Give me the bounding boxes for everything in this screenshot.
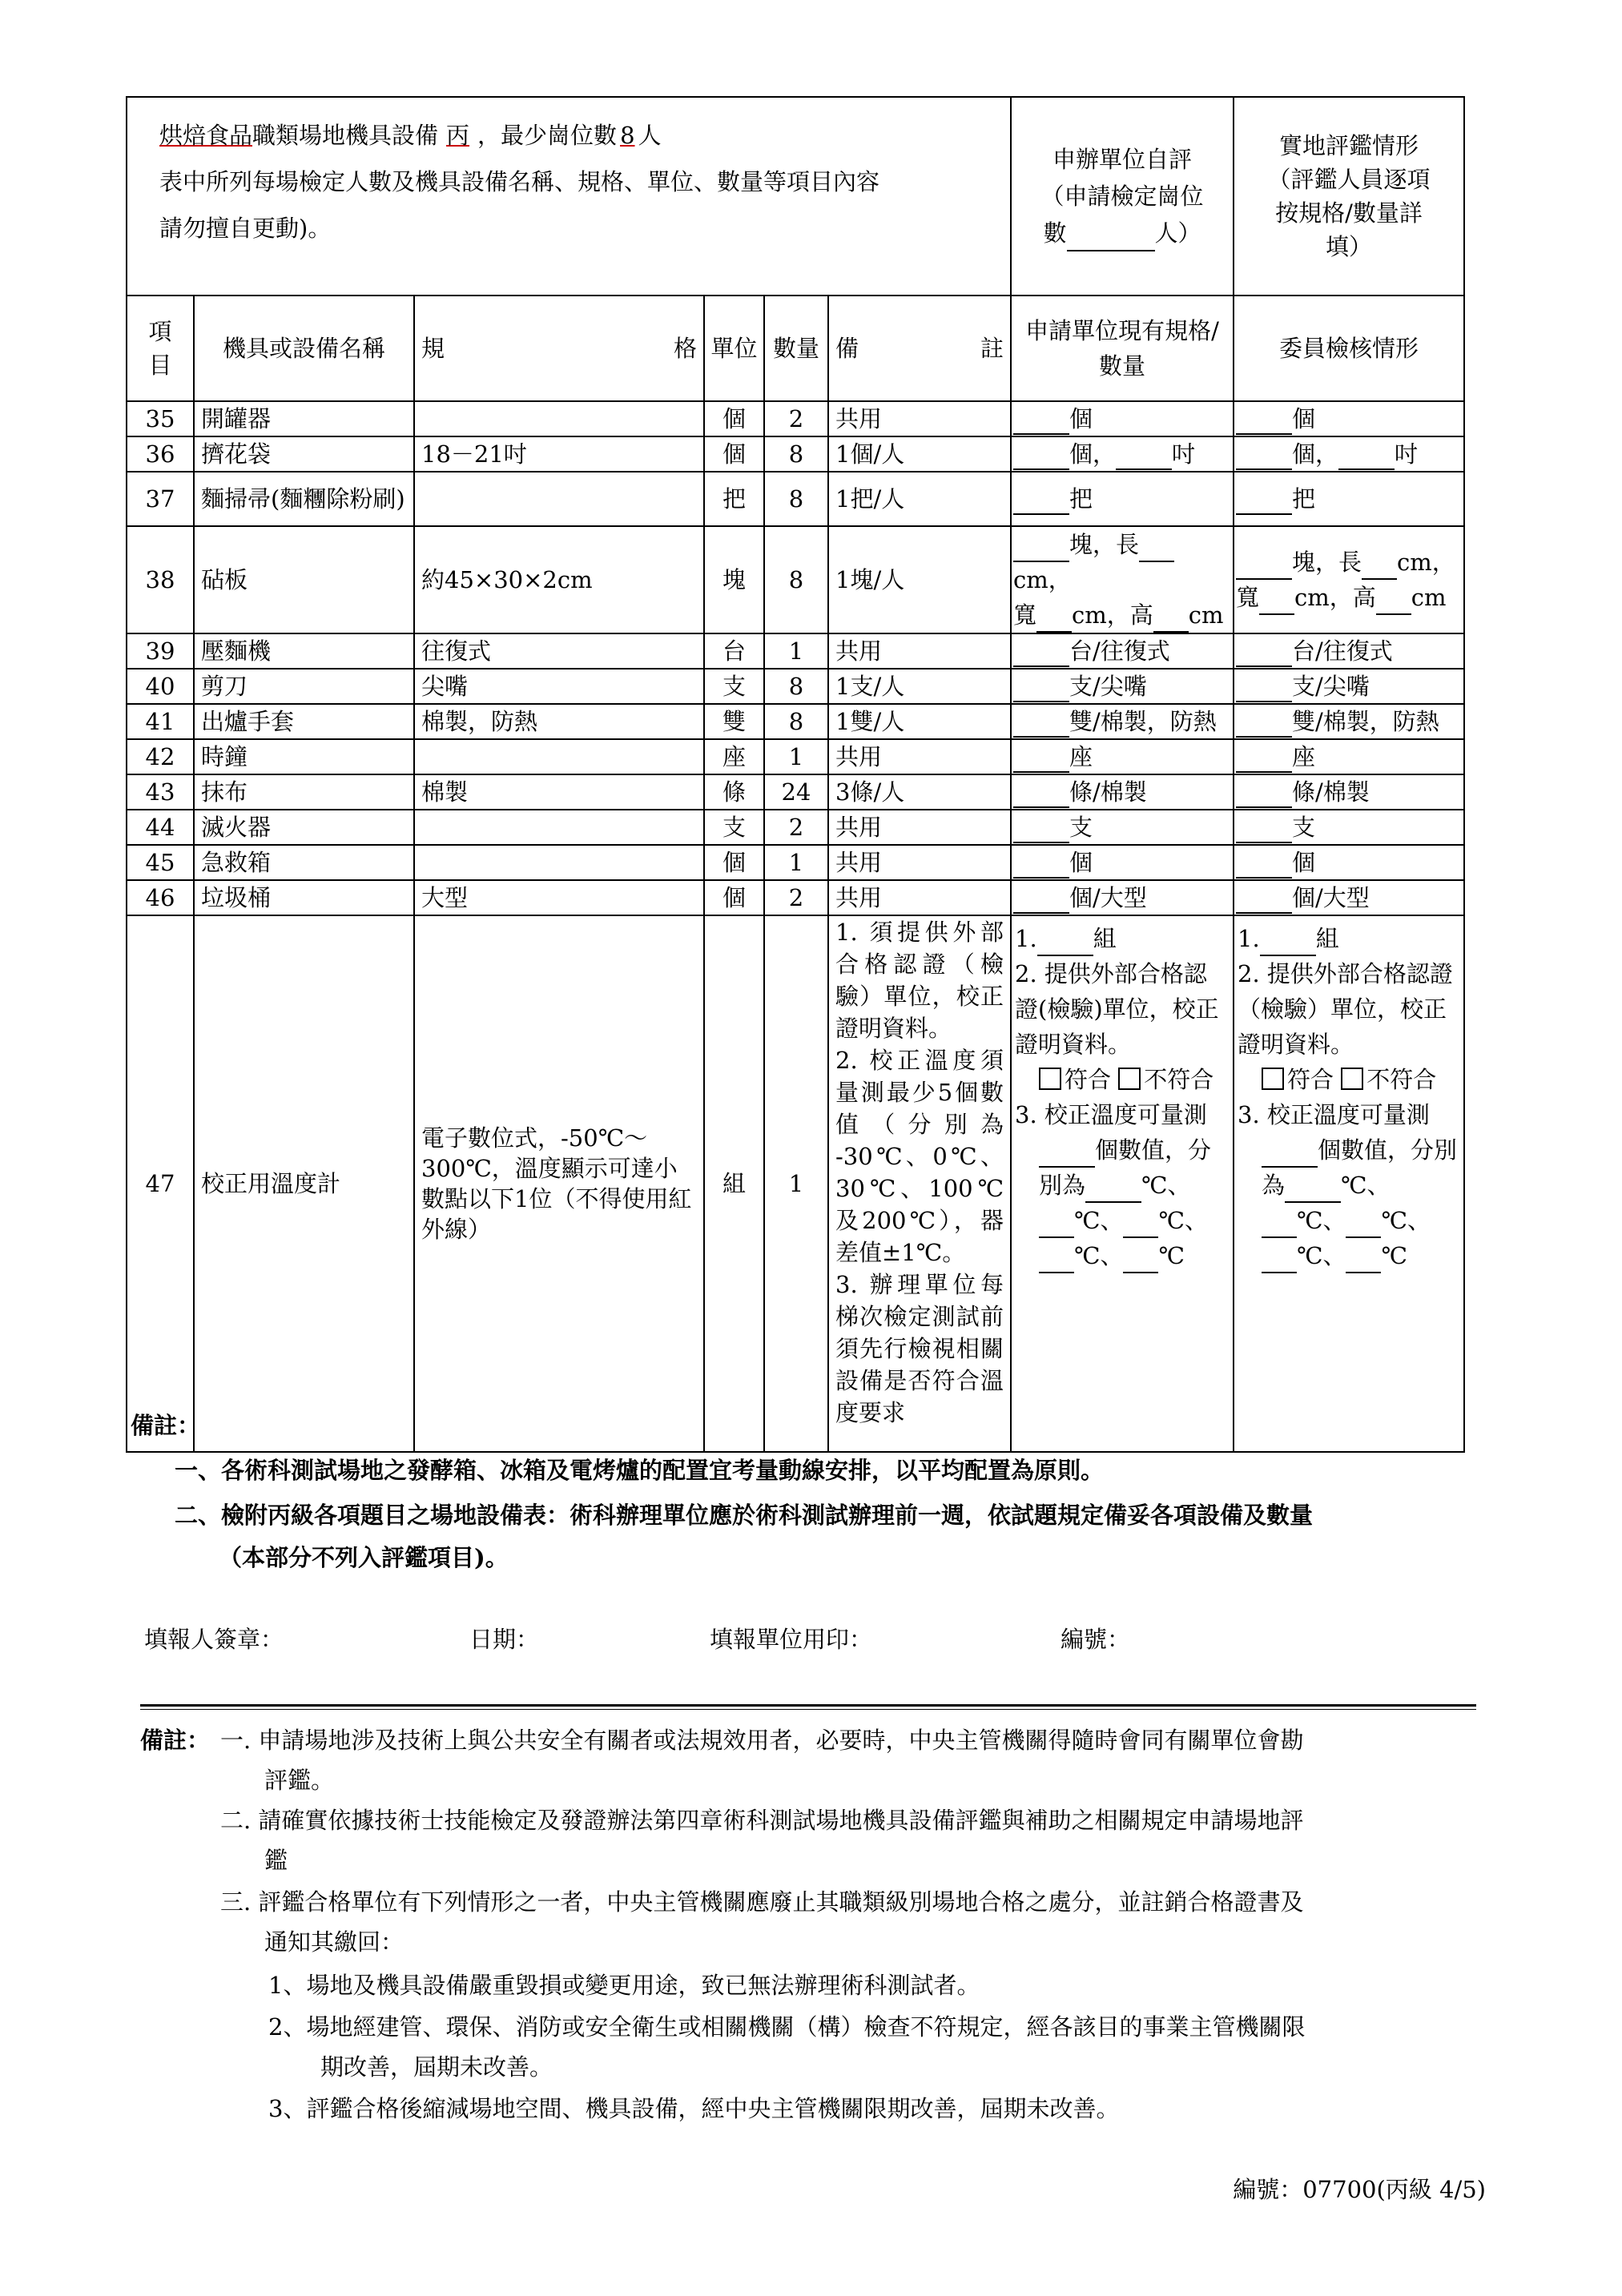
row-eval-field: 把 [1234,472,1464,526]
row-unit: 個 [704,845,764,880]
intro-line-2: 表中所列每場檢定人數及機具設備名稱、規格、單位、數量等項目內容 [159,168,880,195]
row-unit: 個 [704,880,764,915]
row-no: 42 [127,739,194,774]
row-note: 共用 [828,810,1011,845]
row-spec: 棉製，防熱 [414,704,704,739]
row-note: 共用 [828,880,1011,915]
row-qty: 2 [764,810,828,845]
sign-number-label: 編號： [1061,1626,1131,1653]
row-name: 抹布 [194,774,414,810]
col-note: 備 註 [828,296,1011,401]
station-count-field[interactable] [1067,226,1155,251]
row-unit: 支 [704,669,764,704]
table-row [127,810,1464,845]
table-header-top [127,97,1464,296]
row-note: 1支/人 [828,669,1011,704]
row-eval-field: 座 [1234,739,1464,774]
row-name: 垃圾桶 [194,880,414,915]
note-3-sub-2: 2、場地經建管、環保、消防或安全衛生或相關機關（構）檢查不符規定，經各該目的事業主管機關限 [268,2013,1306,2041]
col-no: 項目 [127,296,194,401]
self-eval-header: 申辦單位自評 （申請檢定崗位 數 人） [1011,97,1234,296]
row-eval-field: 支 [1234,810,1464,845]
row-eval-field: 個 [1234,845,1464,880]
table-row [127,774,1464,810]
divider-line [140,1704,1476,1707]
eval-check-yes[interactable] [1262,1068,1284,1090]
table-row [127,472,1464,526]
col-name: 機具或設備名稱 [194,296,414,401]
table-row [127,845,1464,880]
row-name: 剪刀 [194,669,414,704]
note-1b: 評鑑。 [264,1767,335,1794]
row-self-field: 個 [1011,401,1234,436]
row-spec: 約45×30×2cm [414,526,704,633]
row-name: 滅火器 [194,810,414,845]
remarks-label: 備註： [131,1412,201,1439]
row-eval-field: 個 [1234,401,1464,436]
row-spec [414,810,704,845]
row-note: 共用 [828,845,1011,880]
row-self-field: 台/往復式 [1011,633,1234,669]
intro-cell [127,97,1011,296]
row-qty: 8 [764,526,828,633]
row-spec: 棉製 [414,774,704,810]
row-note: 共用 [828,633,1011,669]
row-no: 44 [127,810,194,845]
row47-self: 1. 組 2. 提供外部合格認證(檢驗)單位，校正證明資料。 符合 不符合 3. 校正溫度可量測 個數值，分別為 ℃、 ℃、 ℃、 ℃、 ℃ [1011,915,1234,1452]
row-self-field: 條/棉製 [1011,774,1234,810]
row47-note: 1. 須提供外部合格認證（檢驗）單位，校正證明資料。 2. 校正溫度須量測最少5個數值（分別為 -30℃、0℃、30℃、100℃及200℃），器差值±1℃。 3. 辦理單位每梯次檢定測試前須先行檢視相關設備是否符合溫度要求 [828,915,1011,1452]
row-qty: 2 [764,880,828,915]
eval-check-no[interactable] [1341,1068,1363,1090]
column-header-row [127,296,1464,401]
row-no: 37 [127,472,194,526]
site-eval-header: 實地評鑑情形 （評鑑人員逐項 按規格/數量詳 填） [1234,97,1464,296]
table-row [127,669,1464,704]
table-row [127,526,1464,633]
row-spec [414,845,704,880]
row-self-field: 支/尖嘴 [1011,669,1234,704]
row-name: 砧板 [194,526,414,633]
row-no: 45 [127,845,194,880]
row-self-field: 雙/棉製，防熱 [1011,704,1234,739]
col-unit: 單位 [704,296,764,401]
row-unit: 台 [704,633,764,669]
intro-line-3: 請勿擅自更動)。 [159,215,332,242]
footer-page-number: 編號：07700(丙級 4/5) [1233,2176,1486,2203]
table-row [127,436,1464,472]
row-note: 1把/人 [828,472,1011,526]
row-qty: 8 [764,669,828,704]
row-qty: 8 [764,436,828,472]
row-name: 出爐手套 [194,704,414,739]
row-spec: 18－21吋 [414,436,704,472]
table-row [127,704,1464,739]
row-spec [414,472,704,526]
row47-eval: 1. 組 2. 提供外部合格認證（檢驗）單位，校正證明資料。 符合 不符合 3. 校正溫度可量測 個數值，分別為 ℃、 ℃、 ℃、 ℃、 ℃ [1234,915,1464,1452]
row-name: 時鐘 [194,739,414,774]
row-eval-field: 塊，長 cm， 寬 cm，高 cm [1234,526,1464,633]
intro-line-1: 烘焙食品職類場地機具設備 丙 ，最少崗位數 8 人 [159,122,662,149]
table-row [127,739,1464,774]
note-3-sub-3: 3、評鑑合格後縮減場地空間、機具設備，經中央主管機關限期改善，屆期未改善。 [268,2095,1120,2122]
row-qty: 8 [764,704,828,739]
row-qty: 1 [764,845,828,880]
table-row [127,880,1464,915]
note-3b: 通知其繳回： [264,1928,404,1956]
equipment-table [126,96,1465,1453]
note-1: 一. 申請場地涉及技術上與公共安全有關者或法規效用者，必要時，中央主管機關得隨時會同有關單位會勘 [220,1727,1304,1754]
row-qty: 8 [764,472,828,526]
note-3: 三. 評鑑合格單位有下列情形之一者，中央主管機關應廢止其職類級別場地合格之處分，並註銷合格證書及 [220,1888,1304,1916]
row-unit: 塊 [704,526,764,633]
row-qty: 2 [764,401,828,436]
note-2: 二. 請確實依據技術士技能檢定及發證辦法第四章術科測試場地機具設備評鑑與補助之相關規定申請場地評 [220,1807,1304,1834]
row-name: 麵掃帚(麵糰除粉刷) [194,472,414,526]
row-self-field: 座 [1011,739,1234,774]
row-unit: 個 [704,436,764,472]
note-3-sub-1: 1、場地及機具設備嚴重毀損或變更用途，致已無法辦理術科測試者。 [268,1972,980,1999]
row-eval-field: 個/大型 [1234,880,1464,915]
grade-value: 丙 [446,122,470,149]
col-committee: 委員檢核情形 [1234,296,1464,401]
sign-seal-label: 填報單位用印： [710,1626,873,1653]
row-qty: 24 [764,774,828,810]
remarks-item-2b: （本部分不列入評鑑項目)。 [219,1544,509,1571]
row-unit: 雙 [704,704,764,739]
col-qty: 數量 [764,296,828,401]
row-unit: 支 [704,810,764,845]
row-no: 35 [127,401,194,436]
row-name: 壓麵機 [194,633,414,669]
sign-date-label: 日期： [469,1626,540,1653]
row-note: 1塊/人 [828,526,1011,633]
notes-label: 備註： [140,1727,211,1754]
table-row [127,633,1464,669]
row-unit: 座 [704,739,764,774]
row-unit: 把 [704,472,764,526]
row-eval-field: 條/棉製 [1234,774,1464,810]
note-3-sub-2b: 期改善，屆期未改善。 [320,2053,553,2081]
self-check-no[interactable] [1118,1068,1141,1090]
row-no: 36 [127,436,194,472]
row-self-field: 個 [1011,845,1234,880]
row-eval-field: 台/往復式 [1234,633,1464,669]
row-self-field: 支 [1011,810,1234,845]
sign-filler-label: 填報人簽章： [144,1626,284,1653]
row-self-field: 個， 吋 [1011,436,1234,472]
table-row [127,401,1464,436]
remarks-item-2: 二、檢附丙級各項題目之場地設備表：術科辦理單位應於術科測試辦理前一週，依試題規定備妥各項設備及數量 [175,1502,1314,1529]
divider-line-thin [140,1709,1476,1710]
row-no: 39 [127,633,194,669]
row-self-field: 個/大型 [1011,880,1234,915]
row-name: 急救箱 [194,845,414,880]
row-note: 3條/人 [828,774,1011,810]
table-row-47: 47 校正用溫度計 電子數位式，-50℃～300℃，溫度顯示可達小數點以下1位（不得使用紅外線） 組 1 1. 須提供外部合格認證（檢驗）單位，校正證明資料。 2. 校正溫度須量測最少5個數值（分別為 -30℃、0℃、30℃、100℃及200℃），器差值±1℃。 3. 辦理單位每梯次檢定測試前須先行檢視相關設備是否符合溫度要求 1. 組 2. 提供外部合格認證(檢驗)單位，校正證明資料。 符合 不符合 3. 校正溫度可量測 個數值，分別為 ℃、 ℃、 ℃、 ℃、 ℃ 1. 組 2. 提供外部合格認證（檢驗）單位，校正證明資料。 符合 不符合 3. 校正溫度可量測 個數值，分別為 ℃、 ℃、 ℃、 ℃、 ℃ [127,915,1464,1452]
row-spec: 往復式 [414,633,704,669]
row-eval-field: 支/尖嘴 [1234,669,1464,704]
remarks-item-1: 一、各術科測試場地之發酵箱、冰箱及電烤爐的配置宜考量動線安排，以平均配置為原則。 [175,1457,1105,1484]
row-eval-field: 雙/棉製，防熱 [1234,704,1464,739]
row-note: 1雙/人 [828,704,1011,739]
col-spec: 規 格 [414,296,704,401]
self-check-yes[interactable] [1039,1068,1061,1090]
row-self-field: 把 [1011,472,1234,526]
row-qty: 1 [764,739,828,774]
row-spec: 大型 [414,880,704,915]
row-no: 46 [127,880,194,915]
row-no: 43 [127,774,194,810]
row-qty: 1 [764,633,828,669]
note-2b: 鑑 [264,1847,288,1874]
row-spec [414,739,704,774]
row-unit: 個 [704,401,764,436]
row47-spec: 電子數位式，-50℃～300℃，溫度顯示可達小數點以下1位（不得使用紅外線） [414,915,704,1452]
row-note: 共用 [828,739,1011,774]
row-eval-field: 個， 吋 [1234,436,1464,472]
row-name: 開罐器 [194,401,414,436]
row-name: 擠花袋 [194,436,414,472]
row-spec [414,401,704,436]
row-self-field: 塊，長cm， 寬 cm，高 cm [1011,526,1234,633]
row-no: 38 [127,526,194,633]
row-no: 41 [127,704,194,739]
row-note: 共用 [828,401,1011,436]
row-note: 1個/人 [828,436,1011,472]
row-unit: 條 [704,774,764,810]
col-self-current: 申請單位現有規格/數量 [1011,296,1234,401]
row-no: 40 [127,669,194,704]
min-stations-value: 8 [620,122,635,149]
row-spec: 尖嘴 [414,669,704,704]
